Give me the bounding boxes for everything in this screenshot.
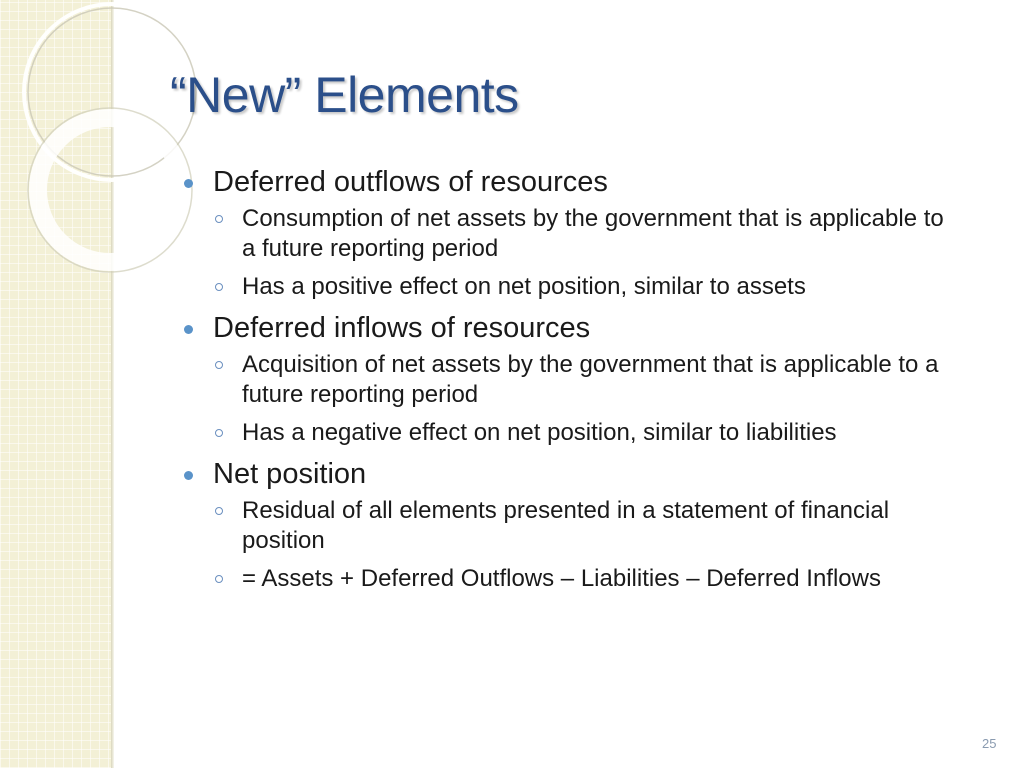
sub-bullet-ring-icon	[215, 361, 223, 369]
sub-bullet-item	[212, 418, 947, 448]
bullet-dot-icon	[184, 471, 193, 480]
bullet-text: Deferred outflows of resources	[213, 166, 608, 198]
sub-bullet-ring-icon	[215, 429, 223, 437]
bullet-dot-icon	[184, 325, 193, 334]
sub-bullet-list	[182, 350, 982, 448]
decorative-rings-icon	[0, 0, 200, 300]
sub-bullet-text: Acquisition of net assets by the government that is applicable to a future reporting period	[242, 351, 939, 408]
sub-bullet-text: Has a positive effect on net position, similar to assets	[242, 273, 806, 300]
sub-bullet-list	[182, 204, 982, 302]
bullet-text: Deferred inflows of resources	[213, 312, 591, 344]
sub-bullet-text: = Assets + Deferred Outflows – Liabilities – Deferred Inflows	[242, 565, 881, 592]
sub-bullet-text: Residual of all elements presented in a statement of financial position	[242, 497, 890, 554]
bullet-item	[182, 456, 982, 492]
sub-bullet-text: Has a negative effect on net position, similar to liabilities	[242, 419, 837, 446]
bullet-list	[182, 164, 982, 602]
sub-bullet-list	[182, 496, 982, 594]
sub-bullet-ring-icon	[215, 507, 223, 515]
sub-bullet-item	[212, 564, 947, 594]
sub-bullet-text: Consumption of net assets by the government that is applicable to a future reporting period	[242, 205, 944, 262]
sub-bullet-ring-icon	[215, 575, 223, 583]
bullet-text: Net position	[213, 458, 367, 490]
slide-title: “New” Elements	[170, 67, 519, 123]
slide-number: 25	[982, 736, 997, 751]
sub-bullet-ring-icon	[215, 215, 223, 223]
sub-bullet-item	[212, 204, 947, 264]
sub-bullet-ring-icon	[215, 283, 223, 291]
bullet-item	[182, 310, 982, 346]
sub-bullet-item	[212, 272, 947, 302]
sub-bullet-item	[212, 496, 947, 556]
bullet-item	[182, 164, 982, 200]
bullet-dot-icon	[184, 179, 193, 188]
sub-bullet-item	[212, 350, 947, 410]
